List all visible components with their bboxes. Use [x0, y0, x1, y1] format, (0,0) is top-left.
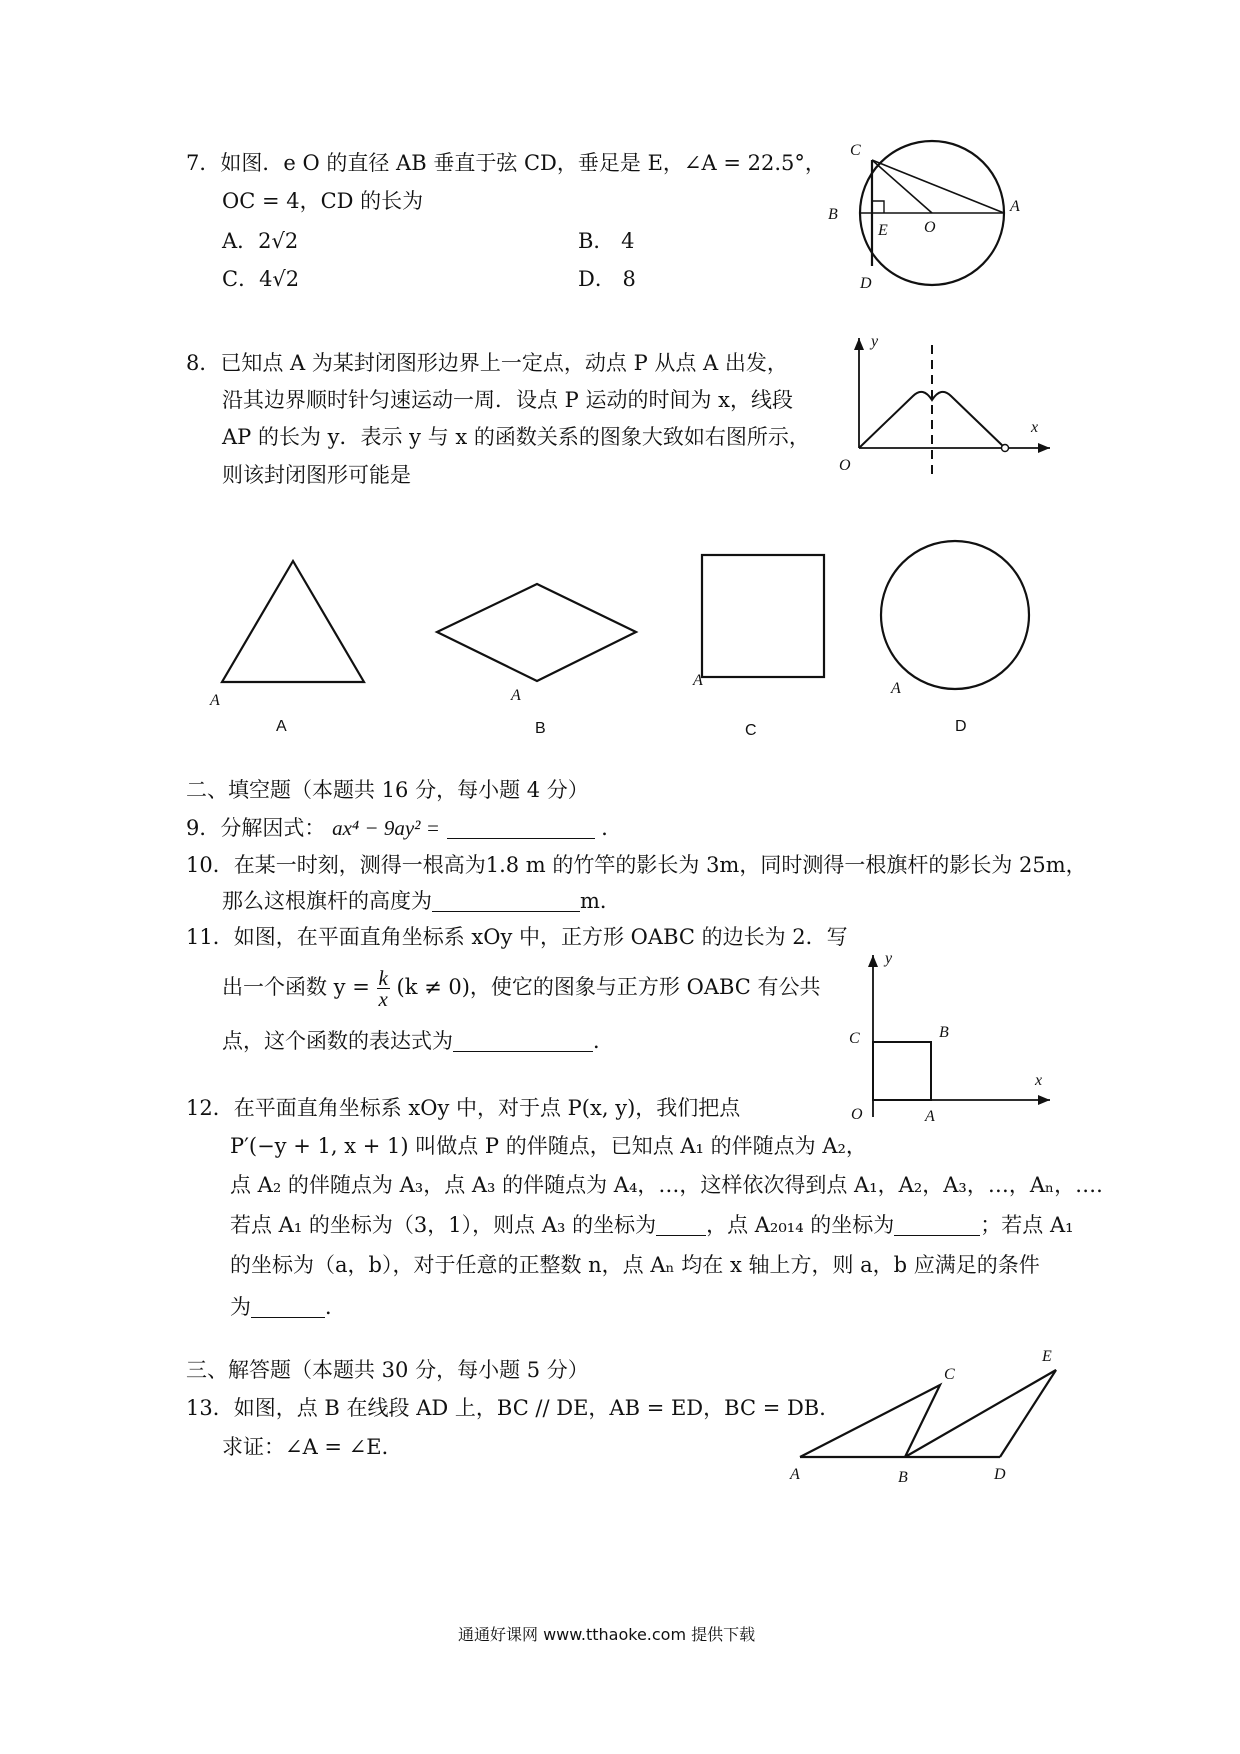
x-axis-arrow	[1038, 1095, 1050, 1105]
q8-function-graph	[835, 330, 1055, 480]
square-oabc	[873, 1042, 931, 1100]
q13-line1: 13．如图，点 B 在线段 AD 上，BC // DE，AB = ED，BC = DB．	[186, 1396, 841, 1420]
q7-line2: OC = 4，CD 的长为	[222, 189, 424, 213]
q7-circle-figure	[820, 135, 1040, 300]
label-d: D	[994, 1466, 1006, 1483]
q12-blank-a3	[656, 1213, 706, 1236]
section3-title: 三、解答题（本题共 30 分，每小题 5 分）	[186, 1358, 589, 1382]
caption-d: D	[955, 718, 967, 735]
label-b: B	[898, 1469, 908, 1486]
label-c: C	[850, 142, 861, 159]
graph-label-x: x	[1031, 419, 1039, 436]
graph-label-y: y	[871, 333, 879, 350]
q11-line3: 点，这个函数的表达式为 ．	[222, 1029, 614, 1053]
shape-d-circle	[875, 535, 1045, 705]
q12-line2: P′(−y + 1, x + 1) 叫做点 P 的伴随点，已知点 A₁ 的伴随点为 A₂，	[230, 1134, 867, 1158]
caption-a: A	[276, 718, 287, 735]
label-y: y	[885, 950, 893, 967]
label-o: O	[924, 219, 936, 236]
q7-line1: 7．如图．e O 的直径 AB 垂直于弦 CD，垂足是 E，∠A = 22.5°，	[186, 151, 826, 175]
q12-blank-condition	[251, 1295, 325, 1318]
label-d: D	[860, 275, 872, 292]
label-a: A	[790, 1466, 800, 1483]
q12-line1: 12．在平面直角坐标系 xOy 中，对于点 P(x, y)，我们把点	[186, 1096, 741, 1120]
q7-option-b: B． 4	[578, 229, 635, 253]
q9-line: 9．分解因式： ax⁴ − 9ay² = ．	[186, 816, 623, 840]
q7-option-a: A．2√2	[222, 229, 299, 253]
q12-line3: 点 A₂ 的伴随点为 A₃，点 A₃ 的伴随点为 A₄，…，这样依次得到点 A₁，A₂，A₃，…，Aₙ，….	[230, 1173, 1103, 1197]
y-axis-arrow	[854, 338, 864, 350]
label-b: B	[828, 206, 838, 223]
q11-line1: 11．如图，在平面直角坐标系 xOy 中，正方形 OABC 的边长为 2．写	[186, 925, 848, 949]
shape-d-point-label: A	[891, 680, 901, 697]
shape-c-point-label: A	[693, 672, 703, 689]
caption-b: B	[535, 720, 546, 737]
label-a: A	[925, 1108, 935, 1125]
q13-triangles-figure	[780, 1345, 1060, 1495]
triangle-bde	[905, 1370, 1056, 1457]
q11-square-figure	[845, 945, 1060, 1130]
q10-line2: 那么这根旗杆的高度为 m．	[222, 889, 621, 913]
q10-answer-blank	[432, 889, 580, 912]
y-axis-arrow	[868, 955, 878, 967]
label-a: A	[1010, 198, 1020, 215]
q12-line6: 为 ．	[230, 1295, 346, 1319]
label-c: C	[944, 1366, 955, 1383]
endpoint-open-circle	[1002, 445, 1009, 452]
shape-b-point-label: A	[511, 687, 521, 704]
q10-line1: 10．在某一时刻，测得一根高为1.8 m 的竹竿的影长为 3m，同时测得一根旗杆的影长为 25m，	[186, 853, 1087, 877]
shape-a-point-label: A	[210, 692, 220, 705]
triangle-abc	[800, 1385, 940, 1457]
q7-option-c: C．4√2	[222, 267, 300, 291]
q11-line2: 出一个函数 y = $\frac{k}{x}$ (k ≠ 0)，使它的图象与正方形 OABC 有公共	[222, 966, 821, 1011]
label-e: E	[878, 222, 888, 239]
q12-line4: 若点 A₁ 的坐标为（3，1），则点 A₃ 的坐标为 ，点 A₂₀₁₄ 的坐标为 ；若点 A₁	[230, 1213, 1074, 1237]
right-angle-mark	[872, 201, 884, 213]
shape-b-rhombus	[425, 575, 655, 705]
footer-text: 通通好课网 www.tthaoke.com 提供下载	[458, 1625, 756, 1644]
q12-blank-a2014	[894, 1213, 980, 1236]
q7-option-d: D． 8	[578, 267, 636, 291]
x-axis-arrow	[1038, 443, 1050, 453]
q8-line1: 8．已知点 A 为某封闭图形边界上一定点，动点 P 从点 A 出发，	[186, 351, 788, 375]
caption-c: C	[745, 722, 757, 739]
label-x: x	[1035, 1072, 1043, 1089]
q8-line3: AP 的长为 y．表示 y 与 x 的函数关系的图象大致如右图所示，	[222, 425, 810, 449]
q9-answer-blank	[447, 816, 595, 839]
q12-line5: 的坐标为（a，b），对于任意的正整数 n，点 Aₙ 均在 x 轴上方，则 a，b 应满足的条件	[230, 1253, 1040, 1277]
q8-line4: 则该封闭图形可能是	[222, 463, 411, 487]
segment-ca	[872, 160, 1004, 213]
q11-answer-blank	[453, 1029, 593, 1052]
label-c: C	[849, 1030, 860, 1047]
label-o: O	[851, 1106, 863, 1123]
section2-title: 二、填空题（本题共 16 分，每小题 4 分）	[186, 778, 589, 802]
q8-line2: 沿其边界顺时针匀速运动一周．设点 P 运动的时间为 x，线段	[222, 388, 793, 412]
graph-label-o: O	[839, 457, 851, 474]
fraction-k-over-x: $\frac{k}{x}$	[378, 966, 388, 1011]
shape-c-square	[685, 545, 845, 695]
q13-line2: 求证：∠A = ∠E．	[222, 1435, 403, 1459]
label-b: B	[939, 1024, 949, 1041]
segment-co	[872, 160, 932, 213]
shape-a-triangle	[200, 545, 380, 705]
label-e: E	[1042, 1348, 1052, 1365]
